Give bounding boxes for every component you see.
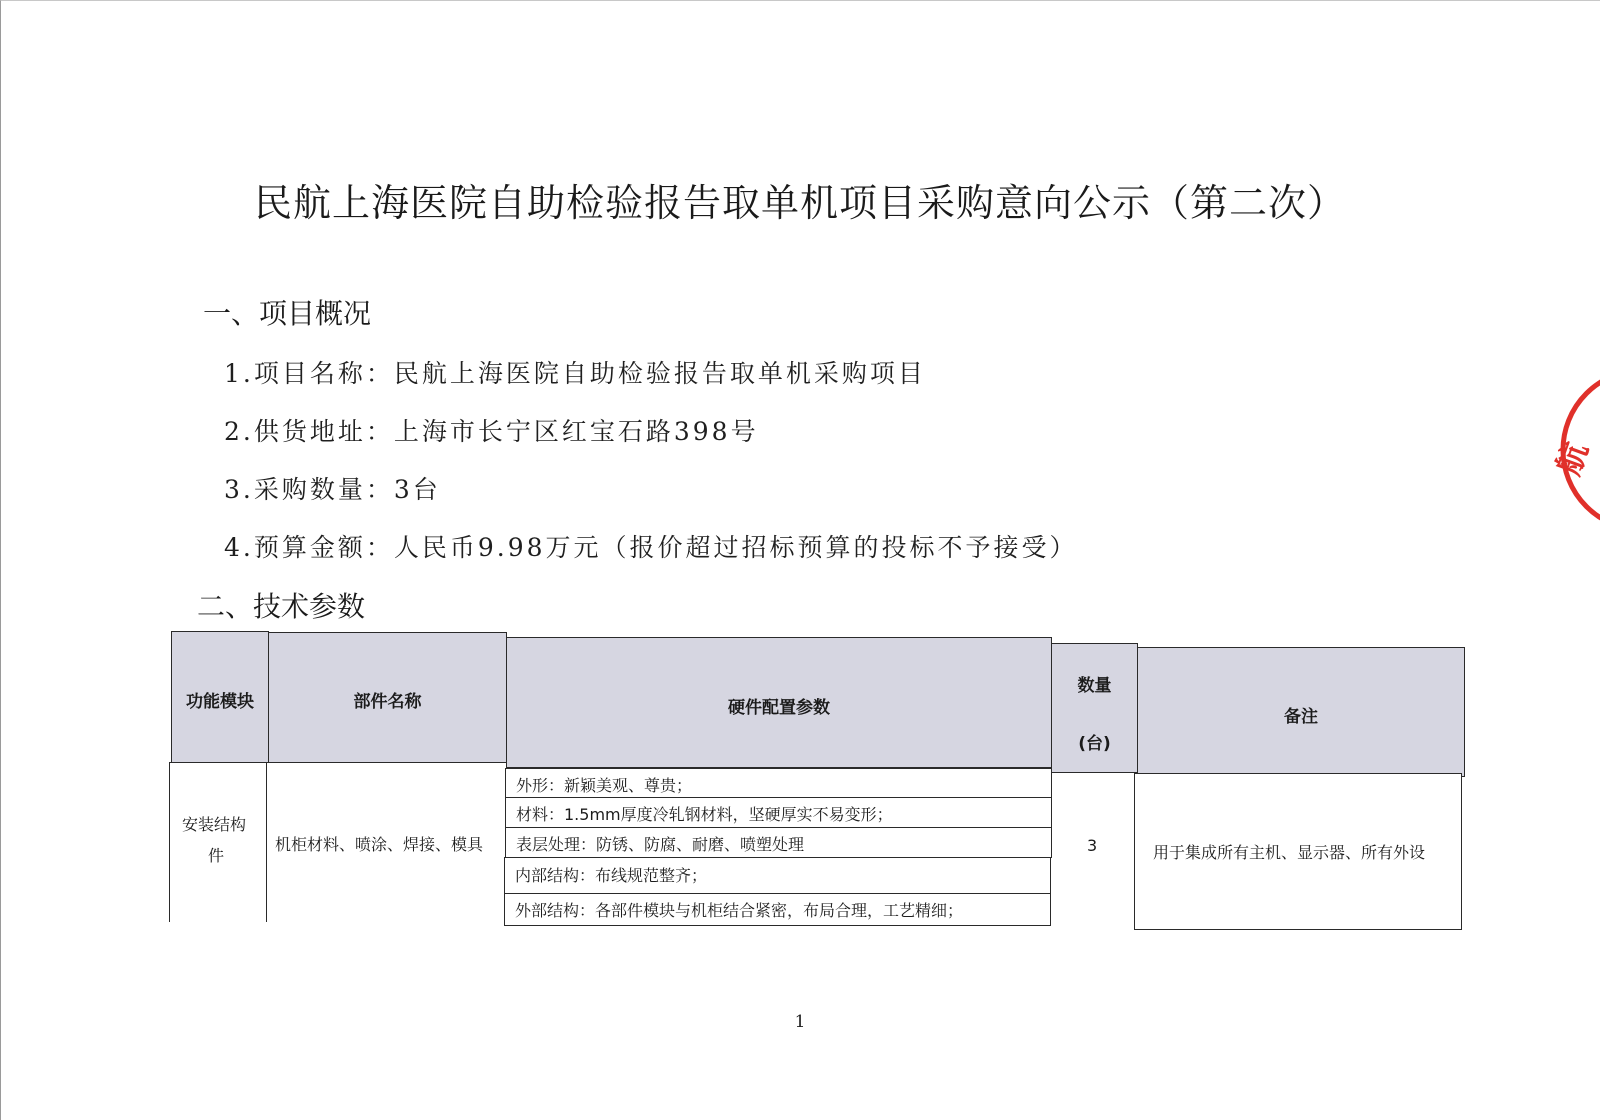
overview-item-budget: 4.预算金额：人民币9.98万元（报价超过招标预算的投标不予接受） — [224, 533, 1078, 562]
qty-value: 3 — [1087, 836, 1098, 855]
header-cell-config — [506, 637, 1052, 768]
header-module-label: 功能模块 — [186, 692, 254, 712]
header-part-label: 部件名称 — [353, 692, 422, 712]
config-row-internal — [504, 857, 1051, 894]
module-text-line1: 安装结构 — [182, 815, 247, 834]
config-material-text: 材料：1.5mm厚度冷轧钢材料，坚硬厚实不易变形； — [516, 805, 893, 824]
header-remark-label: 备注 — [1284, 707, 1318, 727]
config-external-text: 外部结构：各部件模块与机柜结合紧密，布局合理，工艺精细； — [515, 901, 964, 920]
config-row-external — [504, 893, 1051, 926]
header-qty-label-line2: (台) — [1078, 734, 1111, 754]
config-appearance-text: 外形：新颖美观、尊贵； — [516, 776, 693, 795]
overview-item-name: 1.项目名称：民航上海医院自助检验报告取单机采购项目 — [224, 359, 926, 388]
config-row-surface — [505, 827, 1052, 858]
config-row-material — [505, 797, 1052, 828]
module-cell — [169, 762, 268, 922]
section-heading-overview: 一、项目概况 — [203, 297, 372, 330]
config-internal-text: 内部结构：布线规范整齐； — [515, 866, 708, 885]
header-cell-module — [171, 631, 269, 763]
document-title: 民航上海医院自助检验报告取单机项目采购意向公示（第二次） — [253, 181, 1346, 225]
header-cell-remark — [1137, 647, 1465, 777]
header-cell-part — [268, 632, 507, 763]
header-config-label: 硬件配置参数 — [728, 698, 830, 718]
config-surface-text: 表层处理：防锈、防腐、耐磨、喷塑处理 — [516, 835, 805, 854]
section-heading-tech: 二、技术参数 — [197, 590, 366, 623]
remark-text: 用于集成所有主机、显示器、所有外设 — [1153, 843, 1426, 862]
config-row-appearance — [505, 768, 1052, 798]
header-qty-label-line1: 数量 — [1077, 676, 1112, 696]
overview-item-address: 2.供货地址：上海市长宁区红宝石路398号 — [224, 417, 759, 446]
official-seal-stamp — [1548, 360, 1600, 540]
page-number: 1 — [794, 1012, 806, 1032]
tech-params-table — [171, 631, 1465, 941]
module-text-line2: 件 — [208, 846, 225, 865]
qty-cell — [1051, 773, 1138, 919]
remark-cell — [1134, 773, 1462, 930]
overview-item-quantity: 3.采购数量：3台 — [224, 475, 441, 504]
part-cell — [266, 762, 507, 922]
header-cell-qty — [1051, 643, 1138, 773]
part-text: 机柜材料、喷涂、焊接、模具 — [275, 835, 484, 854]
svg-text:航: 航 — [1549, 437, 1596, 481]
